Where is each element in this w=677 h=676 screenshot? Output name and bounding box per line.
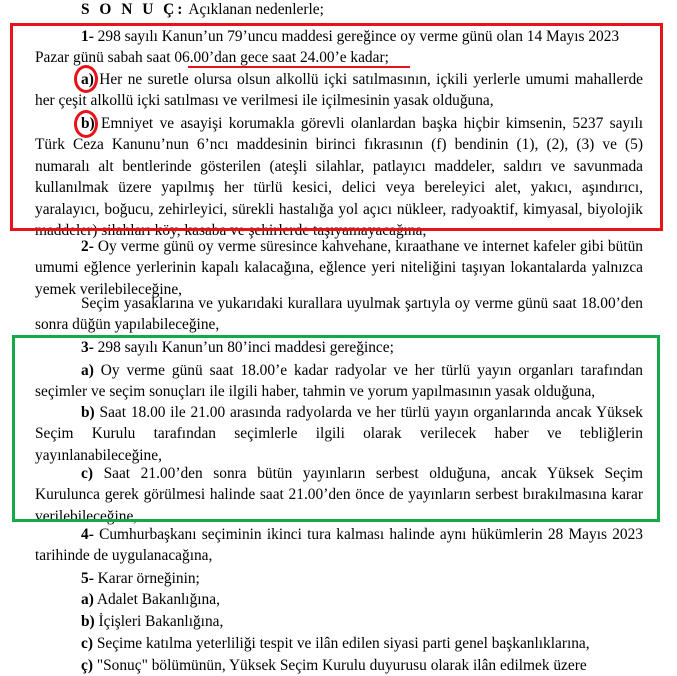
- item-3-text: 298 sayılı Kanun’un 80’inci maddesi gereğince;: [93, 339, 394, 356]
- item-5c-text: Seçime katılma yeterliliği tespit ve ilân edilen siyasi parti genel başkanlıklarına,: [92, 635, 590, 652]
- item-5c-label: c): [81, 635, 93, 652]
- item-5a-line: [81, 589, 220, 610]
- item-2-number: 2-: [81, 238, 94, 255]
- item-5-line: [81, 568, 200, 589]
- item-2-extra-paragraph: Seçim yasaklarına ve yukarıdaki kurallara uyulmak şartıyla oy verme günü saat 18.00’den sonra düğün yapılabileceğine,: [35, 295, 643, 334]
- item-1a-text: Her ne suretle olursa olsun alkollü içki satılmasının, içkili yerlerle umumi mahallerde her çeşit alkollü içki satılması ve verilmesi ile içilmesinin yasak olduğuna,: [35, 71, 643, 110]
- item-5a-text: Adalet Bakanlığına,: [93, 591, 220, 608]
- item-3c-text: Saat 21.00’den sonra bütün yayınların serbest olduğuna, ancak Yüksek Seçim Kurulunca gerek görülmesi halinde saat 21.00’den önce de yayınların serbest bırakılmasına karar verilebileceğine,: [35, 465, 643, 525]
- item-1-number: 1-: [81, 28, 94, 45]
- item-1-text: 298 sayılı Kanun’un 79’uncu maddesi gereğince oy verme günü olan 14 Mayıs 2023: [93, 28, 620, 45]
- item-1a-label: a): [81, 71, 94, 88]
- item-3b-text: Saat 18.00 ile 21.00 arasında radyolarda ve her türlü yayın organlarında ancak Yüksek Seçim Kurulu tarafından seçimlerle ilgili olarak verilecek haber ve tebliğlerin yayınlanabileceğine,: [35, 404, 643, 464]
- red-underline: [188, 66, 410, 68]
- item-5b-label: b): [81, 613, 95, 630]
- item-1b-text: Emniyet ve asayişi korumakla görevli olanlardan başka hiçbir kimsenin, 5237 sayılı Türk Ceza Kanunu’nun 6’ncı maddesinin birinci fıkrasının (f) bendinin (1), (2), (3) ve (5) numaralı alt bentlerinde gösterilen (ateşli silahlar, patlayıcı maddeler, saldırı ve savunmada kullanılmak üzere yapılmış her türlü kesici, delici veya bereleyici alet, yakıcı, aşındırıcı, yaralayıcı, boğucu, zehirleyici, sürekli hastalığa yol açıcı nükleer, radyoaktif, kimyasal, biyolojik maddeler) silahları köy, kasaba ve şehirlerde taşıyamayacağına,: [35, 115, 643, 240]
- sonuc-heading: [81, 0, 324, 20]
- red-circle-b: [74, 110, 98, 138]
- item-5c-line: [81, 633, 590, 654]
- item-5b-line: [81, 611, 223, 632]
- item-3c-label: c): [81, 465, 93, 482]
- item-5cc-label: ç): [81, 657, 93, 674]
- item-3-number: 3-: [81, 339, 94, 356]
- green-highlight-box: [12, 335, 660, 522]
- item-4-paragraph: [35, 524, 643, 567]
- sonuc-intro: Açıklanan nedenlerle;: [185, 1, 324, 18]
- item-3a-label: a): [81, 362, 94, 379]
- item-4-number: 4-: [81, 526, 94, 543]
- item-4-text: Cumhurbaşkanı seçiminin ikinci tura kalması halinde aynı hükümlerin 28 Mayıs 2023 tarihinde de uygulanacağına,: [35, 526, 643, 565]
- item-1-line-2: Pazar günü sabah saat 06.00’dan gece saat 24.00’e kadar;: [35, 49, 389, 66]
- item-5cc-paragraph: [35, 655, 643, 676]
- red-highlight-box: [10, 23, 663, 231]
- sonuc-title: S O N U Ç:: [81, 1, 186, 18]
- item-5-number: 5-: [81, 570, 94, 587]
- red-circle-a: [74, 65, 98, 93]
- item-3a-text: Oy verme günü saat 18.00’e kadar radyolar ve her türlü yayın organları tarafından seçimler ve seçim sonuçları ile ilgili haber, tahmin ve yorum yapılmasının yasak olduğuna,: [35, 362, 643, 401]
- item-5cc-text: "Sonuç" bölümünün, Yüksek Seçim Kurulu duyurusu olarak ilân edilmek üzere: [92, 657, 587, 674]
- item-3b-label: b): [81, 404, 95, 421]
- item-2-paragraph: [35, 236, 643, 300]
- item-1b-label: b): [81, 115, 95, 132]
- item-2-text: Oy verme günü oy verme süresince kahvehane, kıraathane ve internet kafeler gibi bütün umumi eğlence yerlerinin kapalı kalacağına, eğlence yeri niteliğini taşıyan lokantalarda yalnızca yemek verilebileceğine,: [35, 238, 643, 298]
- item-5a-label: a): [81, 591, 94, 608]
- item-5-text: Karar örneğinin;: [93, 570, 200, 587]
- item-5b-text: İçişleri Bakanlığına,: [94, 613, 224, 630]
